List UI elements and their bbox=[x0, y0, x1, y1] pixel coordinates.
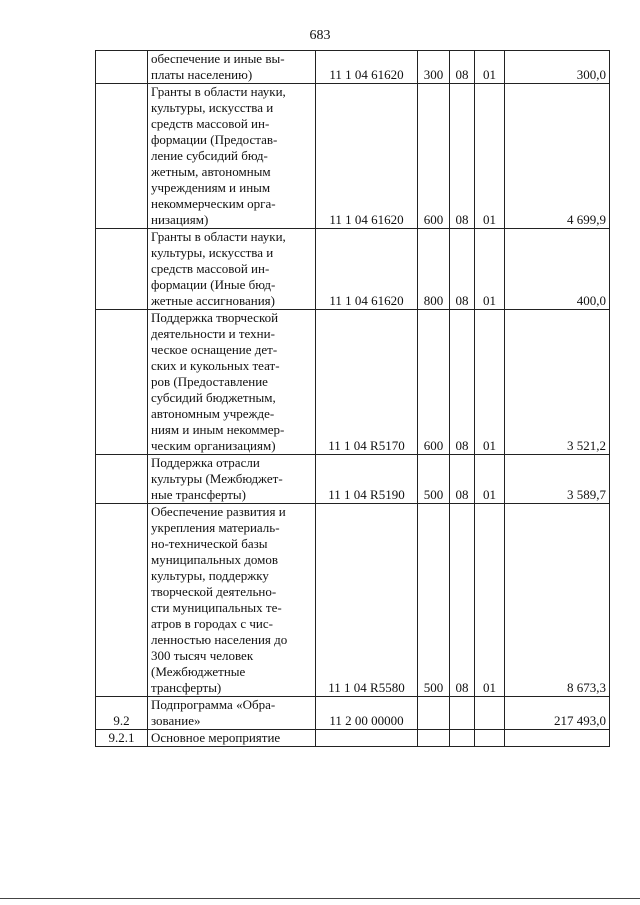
item-name-line: обеспечение и иные вы- bbox=[151, 51, 285, 66]
table-row bbox=[96, 84, 610, 229]
expense-type-cell: 800 bbox=[418, 229, 450, 310]
item-name-line: Подпрограмма «Обра- bbox=[151, 697, 276, 712]
item-name-line: деятельности и техни- bbox=[151, 326, 275, 341]
amount-cell: 300,0 bbox=[505, 51, 610, 84]
item-name-cell bbox=[148, 730, 316, 747]
expense-type-cell: 500 bbox=[418, 455, 450, 504]
table-row bbox=[96, 697, 610, 730]
item-name-line: муниципальных домов bbox=[151, 552, 278, 567]
item-name-line: культуры, искусства и bbox=[151, 245, 274, 260]
item-name-line: укрепления материаль- bbox=[151, 520, 280, 535]
table-row bbox=[96, 504, 610, 697]
section-cell bbox=[450, 730, 475, 747]
item-name-line: средств массовой ин- bbox=[151, 116, 270, 131]
subsection-cell: 01 bbox=[475, 455, 505, 504]
item-number-cell bbox=[96, 84, 148, 229]
amount-cell: 3 589,7 bbox=[505, 455, 610, 504]
item-name-line: учреждениям и иным bbox=[151, 180, 271, 195]
target-code-cell: 11 1 04 R5580 bbox=[316, 504, 418, 697]
item-name-line: атров в городах с чис- bbox=[151, 616, 273, 631]
item-name-line: ческое оснащение дет- bbox=[151, 342, 278, 357]
item-name-line: Гранты в области науки, bbox=[151, 84, 286, 99]
item-name-line: сти муниципальных те- bbox=[151, 600, 282, 615]
item-number-cell bbox=[96, 455, 148, 504]
item-name-line: низациям) bbox=[151, 212, 209, 227]
section-cell: 08 bbox=[450, 504, 475, 697]
item-name-line: жетным, автономным bbox=[151, 164, 271, 179]
footer-rule bbox=[0, 898, 640, 899]
item-name-line: Основное мероприятие bbox=[151, 730, 281, 745]
item-name-line: (Межбюджетные bbox=[151, 664, 246, 679]
item-name-line: культуры (Межбюджет- bbox=[151, 471, 283, 486]
item-name-line: но-технической базы bbox=[151, 536, 268, 551]
item-name-line: Поддержка творческой bbox=[151, 310, 279, 325]
item-name-line: ниям и иным некоммер- bbox=[151, 422, 285, 437]
target-code-cell bbox=[316, 730, 418, 747]
item-name-line: ров (Предоставление bbox=[151, 374, 268, 389]
expense-type-cell: 600 bbox=[418, 84, 450, 229]
target-code-cell: 11 1 04 61620 bbox=[316, 51, 418, 84]
section-cell: 08 bbox=[450, 51, 475, 84]
page-number: 683 bbox=[309, 28, 331, 43]
item-name-line: некоммерческим орга- bbox=[151, 196, 276, 211]
item-name-cell bbox=[148, 504, 316, 697]
expense-type-cell: 300 bbox=[418, 51, 450, 84]
item-name-line: Поддержка отрасли bbox=[151, 455, 260, 470]
expense-type-cell: 600 bbox=[418, 310, 450, 455]
item-name-line: формации (Предостав- bbox=[151, 132, 278, 147]
item-name-line: зование» bbox=[151, 713, 201, 728]
section-cell: 08 bbox=[450, 84, 475, 229]
section-cell: 08 bbox=[450, 229, 475, 310]
item-number-cell: 9.2.1 bbox=[96, 730, 148, 747]
item-name-line: автономным учрежде- bbox=[151, 406, 275, 421]
subsection-cell bbox=[475, 697, 505, 730]
table-row bbox=[96, 51, 610, 84]
item-name-cell bbox=[148, 229, 316, 310]
item-name-line: ских и кукольных теат- bbox=[151, 358, 280, 373]
item-name-line: ческим организациям) bbox=[151, 438, 276, 453]
expense-type-cell: 500 bbox=[418, 504, 450, 697]
item-name-line: средств массовой ин- bbox=[151, 261, 270, 276]
expense-type-cell bbox=[418, 697, 450, 730]
subsection-cell: 01 bbox=[475, 310, 505, 455]
item-name-cell bbox=[148, 455, 316, 504]
item-name-line: жетные ассигнования) bbox=[151, 293, 275, 308]
item-name-line: трансферты) bbox=[151, 680, 222, 695]
subsection-cell: 01 bbox=[475, 229, 505, 310]
item-name-line: культуры, поддержку bbox=[151, 568, 269, 583]
subsection-cell: 01 bbox=[475, 51, 505, 84]
subsection-cell bbox=[475, 730, 505, 747]
budget-table-body bbox=[96, 51, 610, 747]
item-number-cell: 9.2 bbox=[96, 697, 148, 730]
target-code-cell: 11 1 04 R5170 bbox=[316, 310, 418, 455]
amount-cell bbox=[505, 730, 610, 747]
item-name-line: 300 тысяч человек bbox=[151, 648, 254, 663]
target-code-cell: 11 1 04 61620 bbox=[316, 84, 418, 229]
table-row bbox=[96, 229, 610, 310]
section-cell bbox=[450, 697, 475, 730]
item-name-cell bbox=[148, 84, 316, 229]
item-name-line: ление субсидий бюд- bbox=[151, 148, 268, 163]
section-cell: 08 bbox=[450, 310, 475, 455]
amount-cell: 217 493,0 bbox=[505, 697, 610, 730]
item-number-cell bbox=[96, 51, 148, 84]
table-row bbox=[96, 455, 610, 504]
item-name-line: Обеспечение развития и bbox=[151, 504, 286, 519]
item-name-line: платы населению) bbox=[151, 67, 253, 82]
expense-type-cell bbox=[418, 730, 450, 747]
item-number-cell bbox=[96, 504, 148, 697]
item-name-line: культуры, искусства и bbox=[151, 100, 274, 115]
item-name-line: субсидий бюджетным, bbox=[151, 390, 276, 405]
target-code-cell: 11 1 04 61620 bbox=[316, 229, 418, 310]
item-name-cell bbox=[148, 697, 316, 730]
item-name-line: формации (Иные бюд- bbox=[151, 277, 276, 292]
amount-cell: 4 699,9 bbox=[505, 84, 610, 229]
section-cell: 08 bbox=[450, 455, 475, 504]
target-code-cell: 11 1 04 R5190 bbox=[316, 455, 418, 504]
table-row bbox=[96, 310, 610, 455]
subsection-cell: 01 bbox=[475, 504, 505, 697]
item-name-line: ные трансферты) bbox=[151, 487, 246, 502]
item-name-cell bbox=[148, 310, 316, 455]
amount-cell: 3 521,2 bbox=[505, 310, 610, 455]
amount-cell: 8 673,3 bbox=[505, 504, 610, 697]
target-code-cell: 11 2 00 00000 bbox=[316, 697, 418, 730]
table-row bbox=[96, 730, 610, 747]
amount-cell: 400,0 bbox=[505, 229, 610, 310]
item-name-line: творческой деятельно- bbox=[151, 584, 277, 599]
budget-table bbox=[95, 50, 610, 747]
item-name-line: Гранты в области науки, bbox=[151, 229, 286, 244]
item-number-cell bbox=[96, 310, 148, 455]
item-name-line: ленностью населения до bbox=[151, 632, 288, 647]
item-number-cell bbox=[96, 229, 148, 310]
subsection-cell: 01 bbox=[475, 84, 505, 229]
item-name-cell bbox=[148, 51, 316, 84]
